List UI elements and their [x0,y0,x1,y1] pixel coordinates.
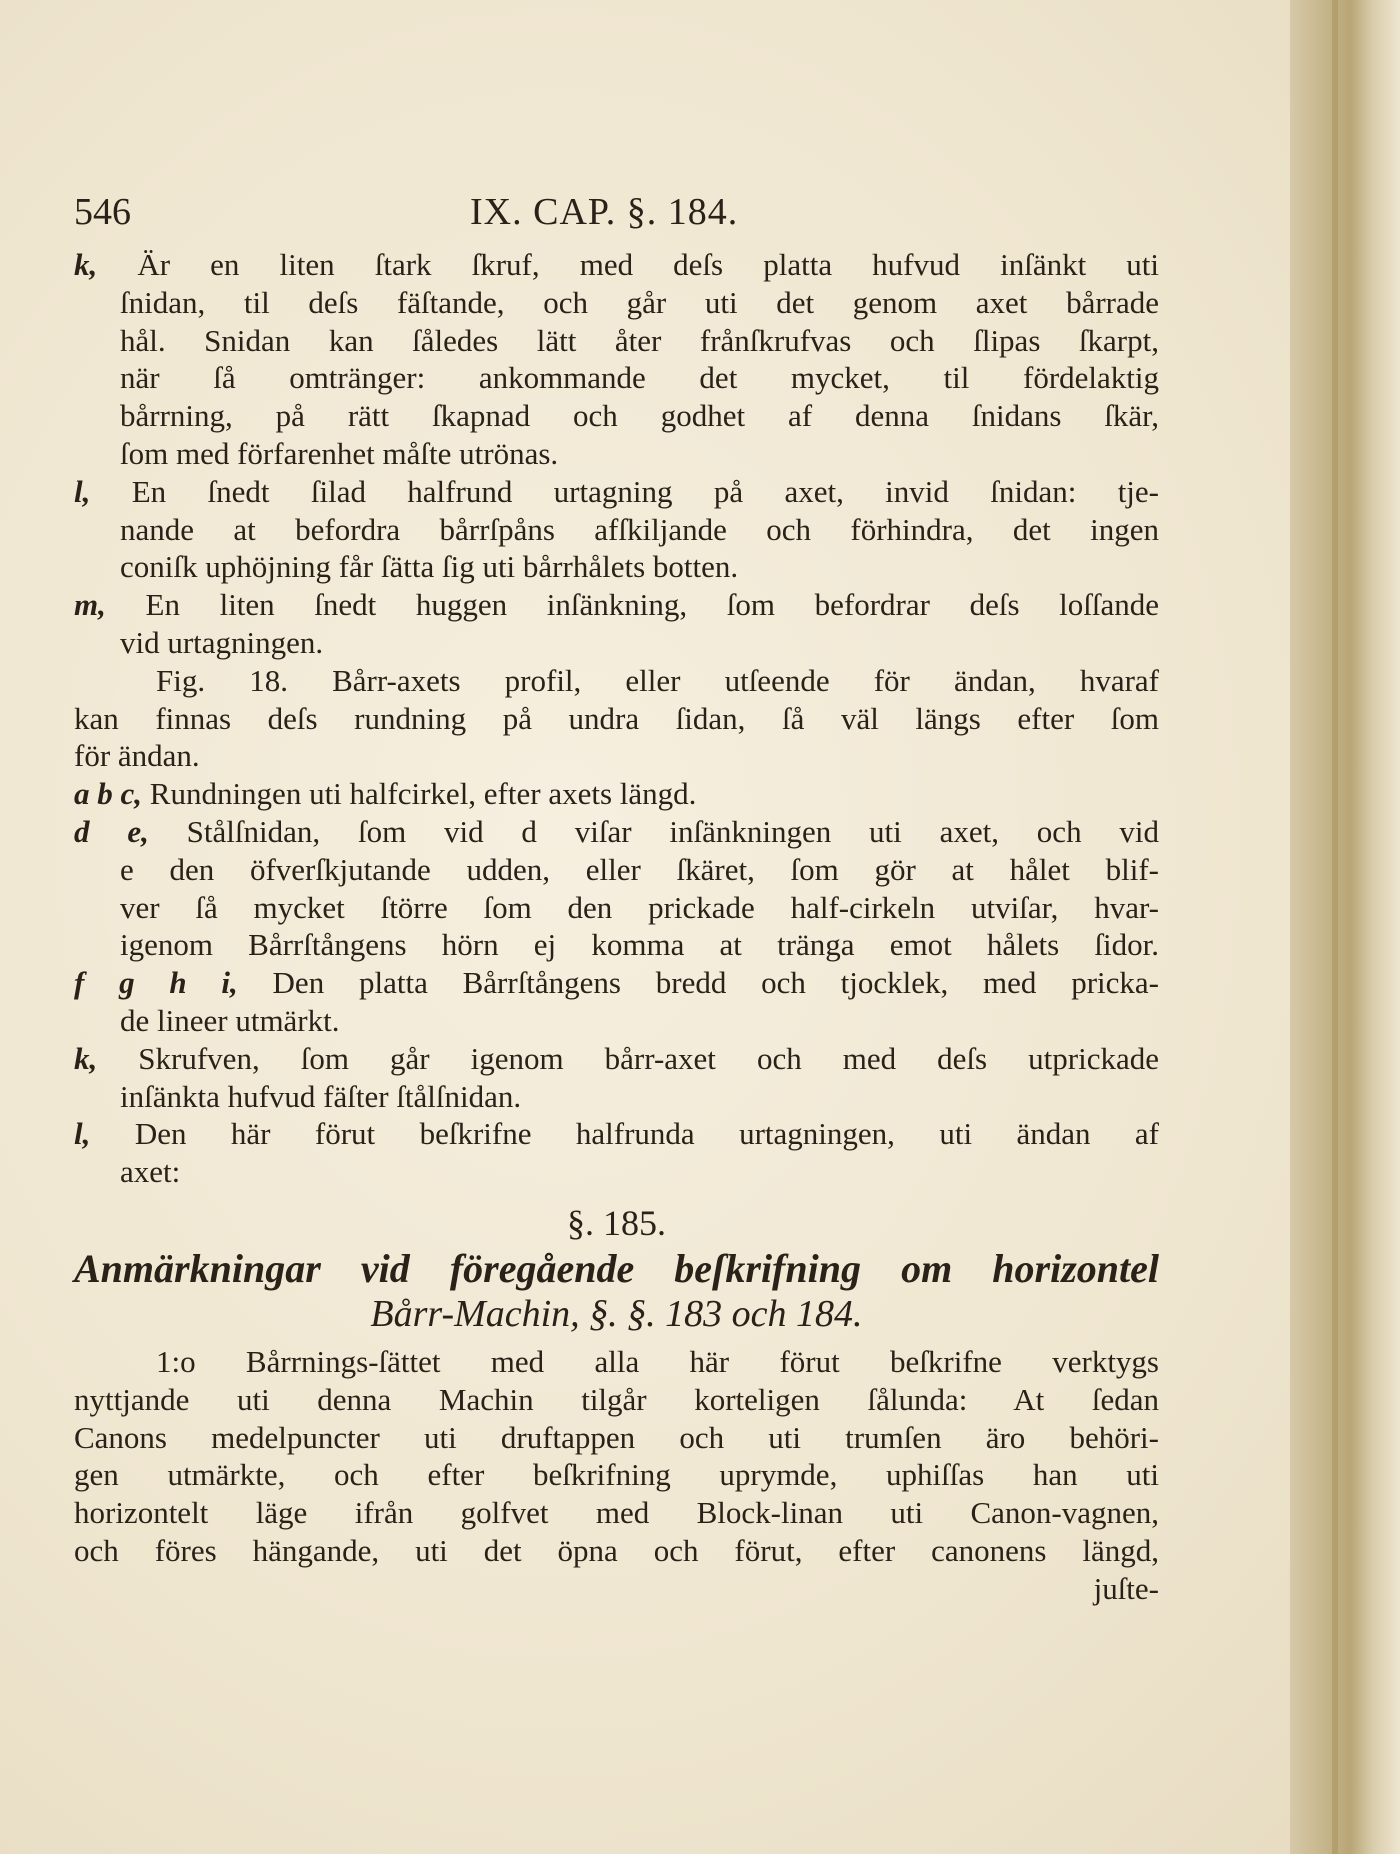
text-line: ſnidan, til deſs fäſtande, och går uti det genom axet bårrade [120,284,1159,320]
text-line: Fig. 18. Bårr-axets profil, eller utſeende för ändan, hvaraf [156,662,1159,698]
entry-m [74,586,1159,662]
text-line: Canons medelpuncter uti druftappen och uti trumſen äro behöri- [74,1419,1159,1455]
text-line: kan finnas deſs rundning på undra ſidan, ſå väl längs efter ſom [74,700,1159,736]
text-line: och föres hängande, uti det öpna och förut, efter canonens längd, [74,1532,1159,1568]
part-fghi [74,964,1159,1040]
text-line: k, Är en liten ſtark ſkruf, med deſs platta hufvud inſänkt uti [74,247,1159,282]
text-line: 1:o Bårrnings-ſättet med alla här förut beſkrifne verktygs [156,1343,1159,1379]
text-line: hål. Snidan kan ſåledes lätt åter frånſkrufvas och ſlipas ſkarpt, [120,322,1159,358]
text-line: inſänkta hufvud fäſter ſtålſnidan. [120,1078,522,1114]
text-line: a b c, Rundningen uti halfcirkel, efter axets längd. [74,776,697,812]
part-label: k, [74,1040,98,1076]
text-line: k, Skrufven, ſom går igenom bårr-axet och med deſs utprickade [74,1040,1159,1076]
entry-k [74,246,1159,473]
body-paragraph [74,1343,1159,1608]
part-abc [74,775,1159,813]
text-line: coniſk uphöjning får ſätta ſig uti bårrhålets botten. [120,549,739,585]
catchword: juſte- [1093,1570,1159,1606]
text-line: vid urtagningen. [120,624,324,660]
text-line: när ſå omtränger: ankommande det mycket, til fördelaktig [120,360,1159,396]
text-line: nande at befordra bårrſpåns afſkiljande och förhindra, det ingen [120,511,1159,547]
entry-label: m, [74,587,106,623]
part-label: a b c, [74,776,143,812]
part-k [74,1040,1159,1116]
section-title-line-1: Anmärkningar vid föregående beſkrifning om horizontel [74,1245,1159,1291]
text-line: de lineer utmärkt. [120,1002,340,1038]
text-line: bårrning, på rätt ſkapnad och godhet af denna ſnidans ſkär, [120,398,1159,434]
part-label: d e, [74,813,149,849]
text-line: för ändan. [74,738,200,774]
text-line: l, Den här förut beſkrifne halfrunda urtagningen, uti ändan af [74,1116,1159,1152]
part-l [74,1115,1159,1191]
text-line: f g h i, Den platta Bårrſtångens bredd och tjocklek, med pricka- [74,965,1159,1001]
text-line: d e, Stålſnidan, ſom vid d viſar inſänkningen uti axet, och vid [74,813,1159,849]
text-line: e den öfverſkjutande udden, eller ſkäret, ſom gör at hålet blif- [120,851,1159,887]
text-line: l, En ſnedt ſilad halfrund urtagning på axet, invid ſnidan: tje- [74,473,1159,509]
part-label: f g h i, [74,965,238,1001]
part-de [74,813,1159,964]
section-number: §. 185. [567,1202,666,1243]
text-line: m, En liten ſnedt huggen inſänkning, ſom befordrar deſs loſſande [74,587,1159,623]
part-label: l, [74,1116,91,1152]
figure-paragraph [74,662,1159,775]
entry-label: l, [74,473,91,509]
text-line: ſom med förfarenhet måſte utrönas. [120,435,559,471]
entry-l [74,473,1159,586]
text-line: axet: [120,1154,181,1190]
binding-edge [1332,0,1338,1854]
section-title-line-2: Bårr-Machin, §. §. 183 och 184. [370,1292,863,1335]
text-line: horizontelt läge ifrån golfvet med Block-linan uti Canon-vagnen, [74,1495,1159,1531]
page-gutter [1290,0,1400,1854]
page-number: 546 [74,191,131,233]
text-line: igenom Bårrſtångens hörn ej komma at tränga emot hålets ſidor. [120,927,1159,963]
running-head: IX. CAP. §. 184. [470,191,739,233]
text-line: nyttjande uti denna Machin tilgår korteligen ſålunda: At ſedan [74,1381,1159,1417]
text-block [74,190,1159,1608]
running-header [74,190,1159,246]
entry-label: k, [74,247,98,282]
text-line: ver ſå mycket ſtörre ſom den prickade half-cirkeln utviſar, hvar- [120,889,1159,925]
text-line: gen utmärkte, och efter beſkrifning uprymde, uphiſſas han uti [74,1457,1159,1493]
